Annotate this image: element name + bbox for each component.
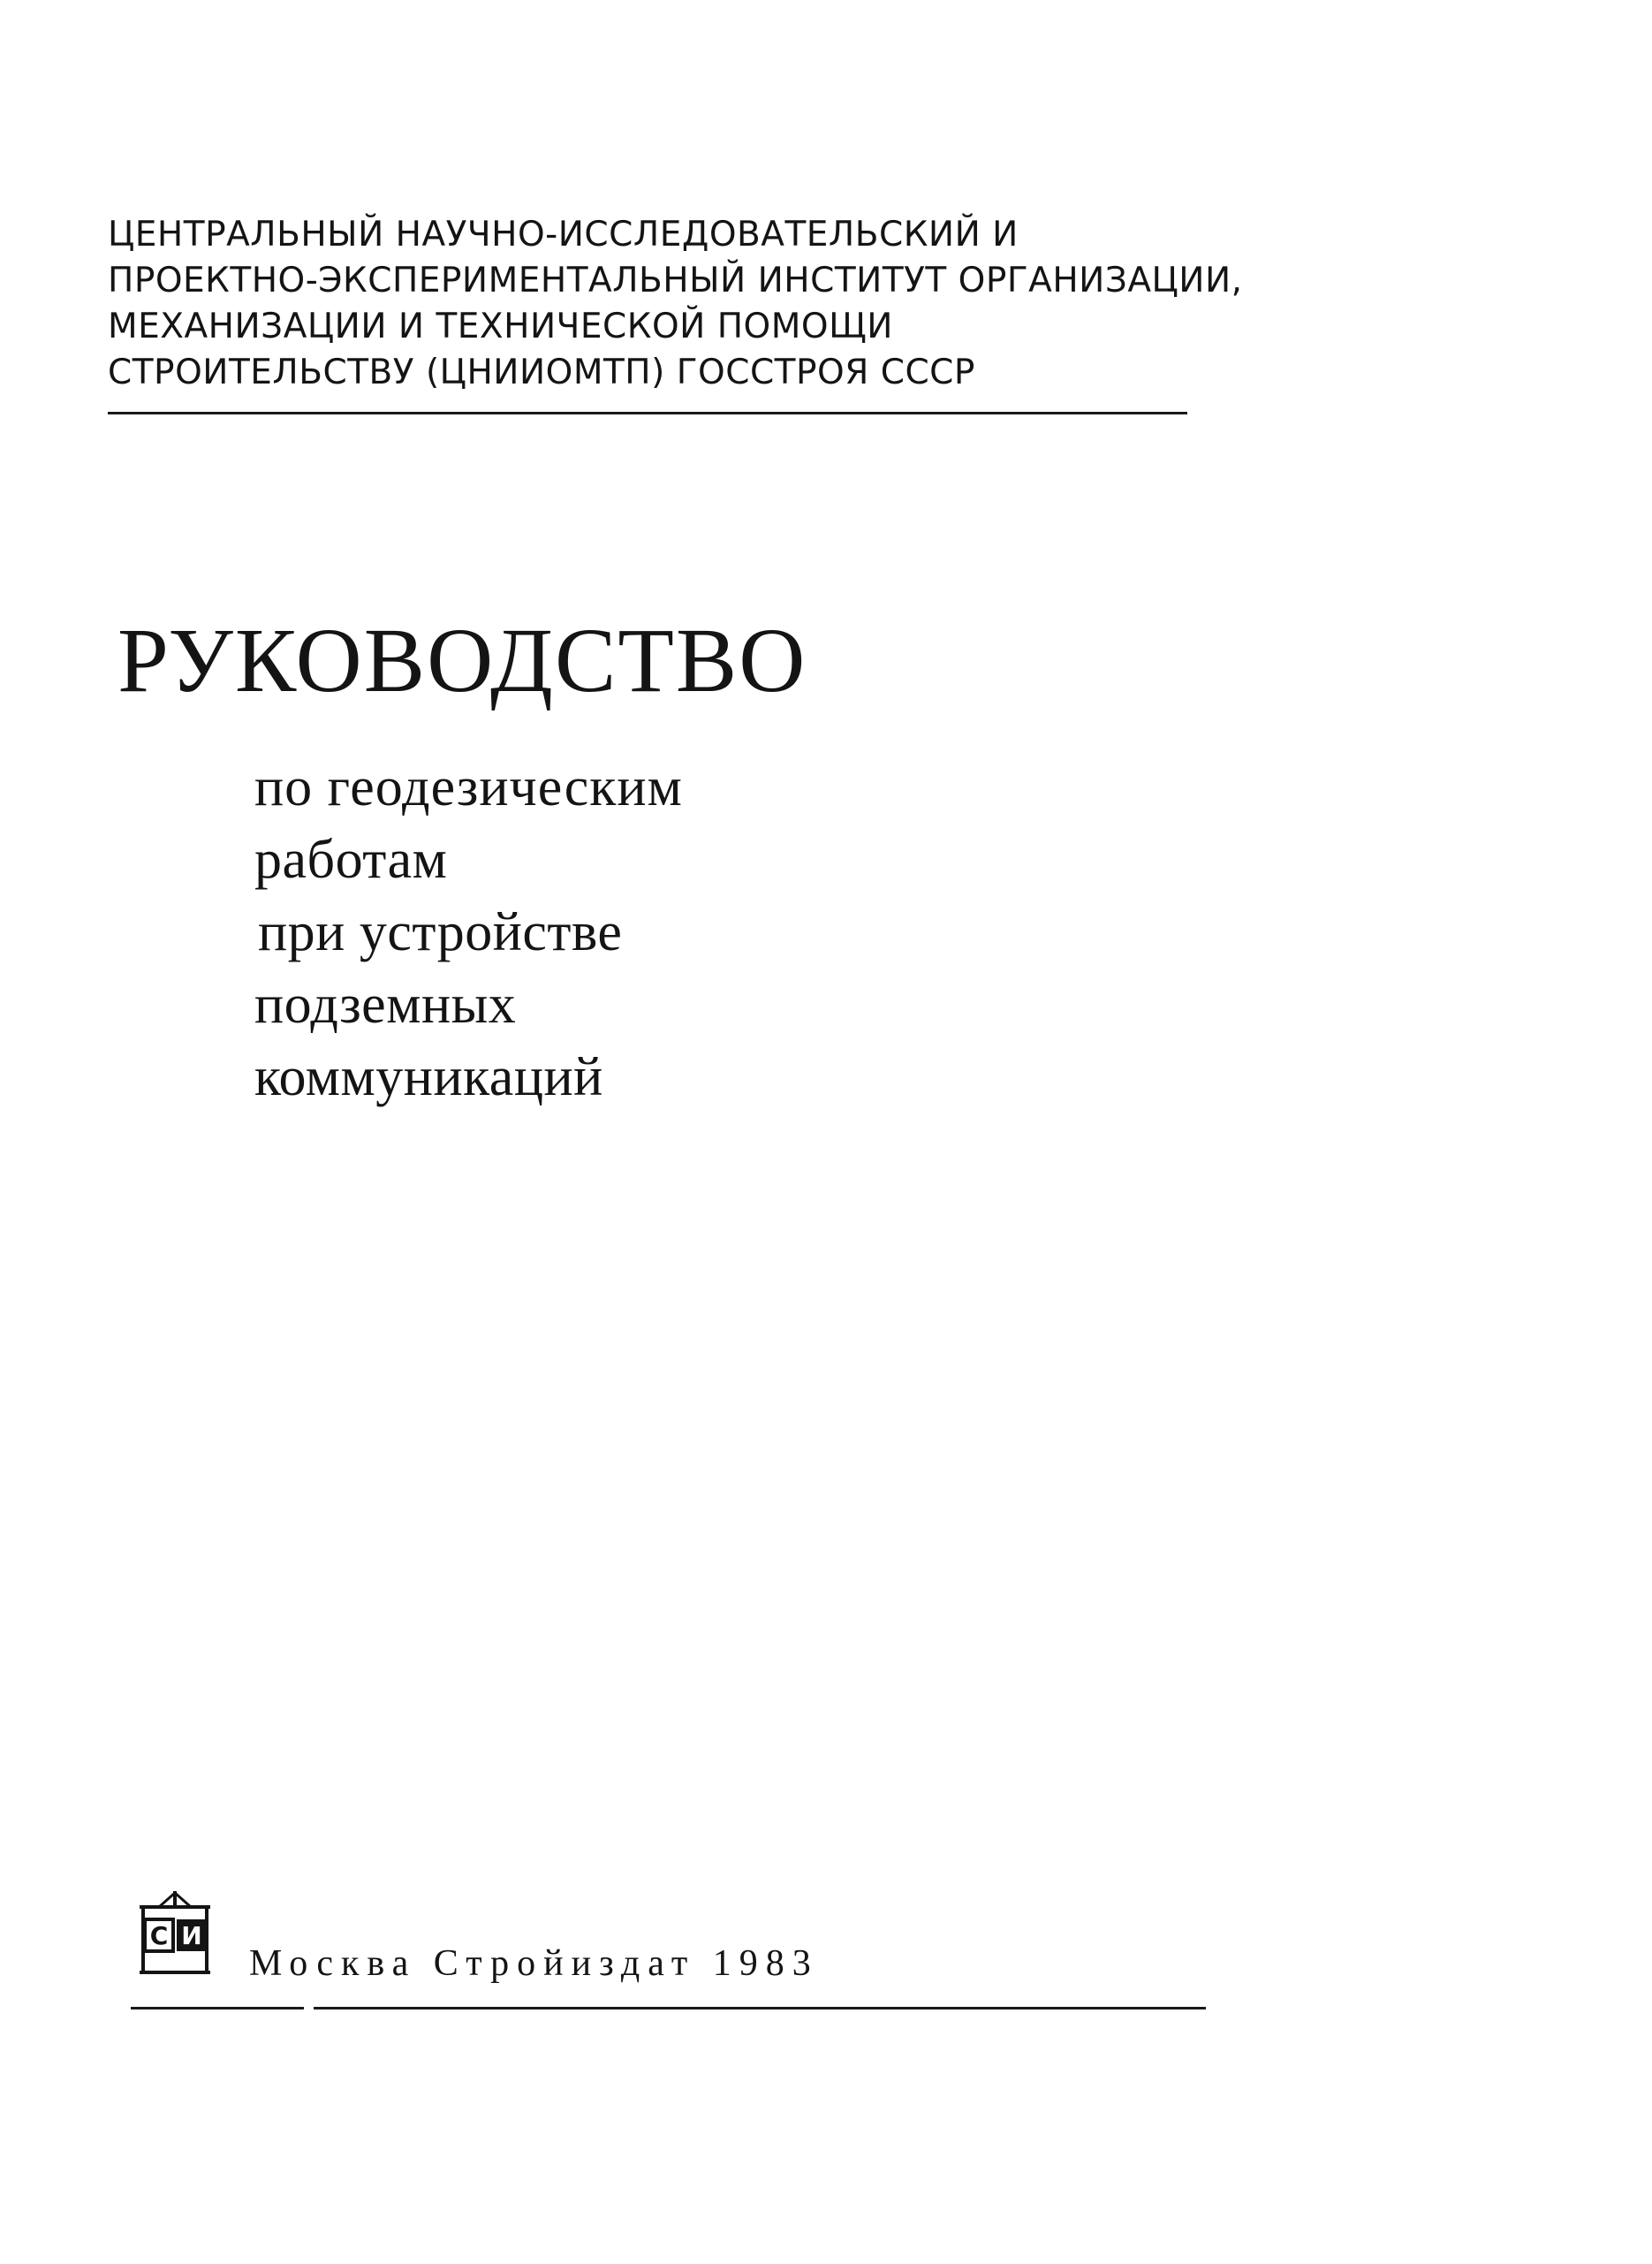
institution-line: ЦЕНТРАЛЬНЫЙ НАУЧНО-ИССЛЕДОВАТЕЛЬСКИЙ И [108,215,1019,255]
subtitle-line: при устройстве [258,902,623,962]
footer-divider-right [314,2007,1206,2009]
institution-header [108,212,1256,396]
stroyizdat-logo-icon [133,1888,217,1976]
publisher-imprint: Москва Стройиздат 1983 [249,1943,819,1984]
subtitle-line: подземных [254,975,517,1035]
institution-line: МЕХАНИЗАЦИИ И ТЕХНИЧЕСКОЙ ПОМОЩИ [108,307,893,346]
footer-divider-left [131,2007,304,2009]
institution-line: ПРОЕКТНО-ЭКСПЕРИМЕНТАЛЬНЫЙ ИНСТИТУТ ОРГАНИЗАЦИИ, [108,261,1243,300]
subtitle-line: работам [254,830,448,890]
subtitle-line: коммуникаций [254,1047,603,1107]
svg-text:И: И [181,1921,202,1950]
document-title: РУКОВОДСТВО [117,610,807,711]
header-divider [108,412,1187,414]
document-subtitle [254,751,683,1113]
svg-text:С: С [149,1921,169,1950]
subtitle-line: по геодезическим [254,757,683,817]
institution-line: СТРОИТЕЛЬСТВУ (ЦНИИОМТП) ГОССТРОЯ СССР [108,353,975,392]
